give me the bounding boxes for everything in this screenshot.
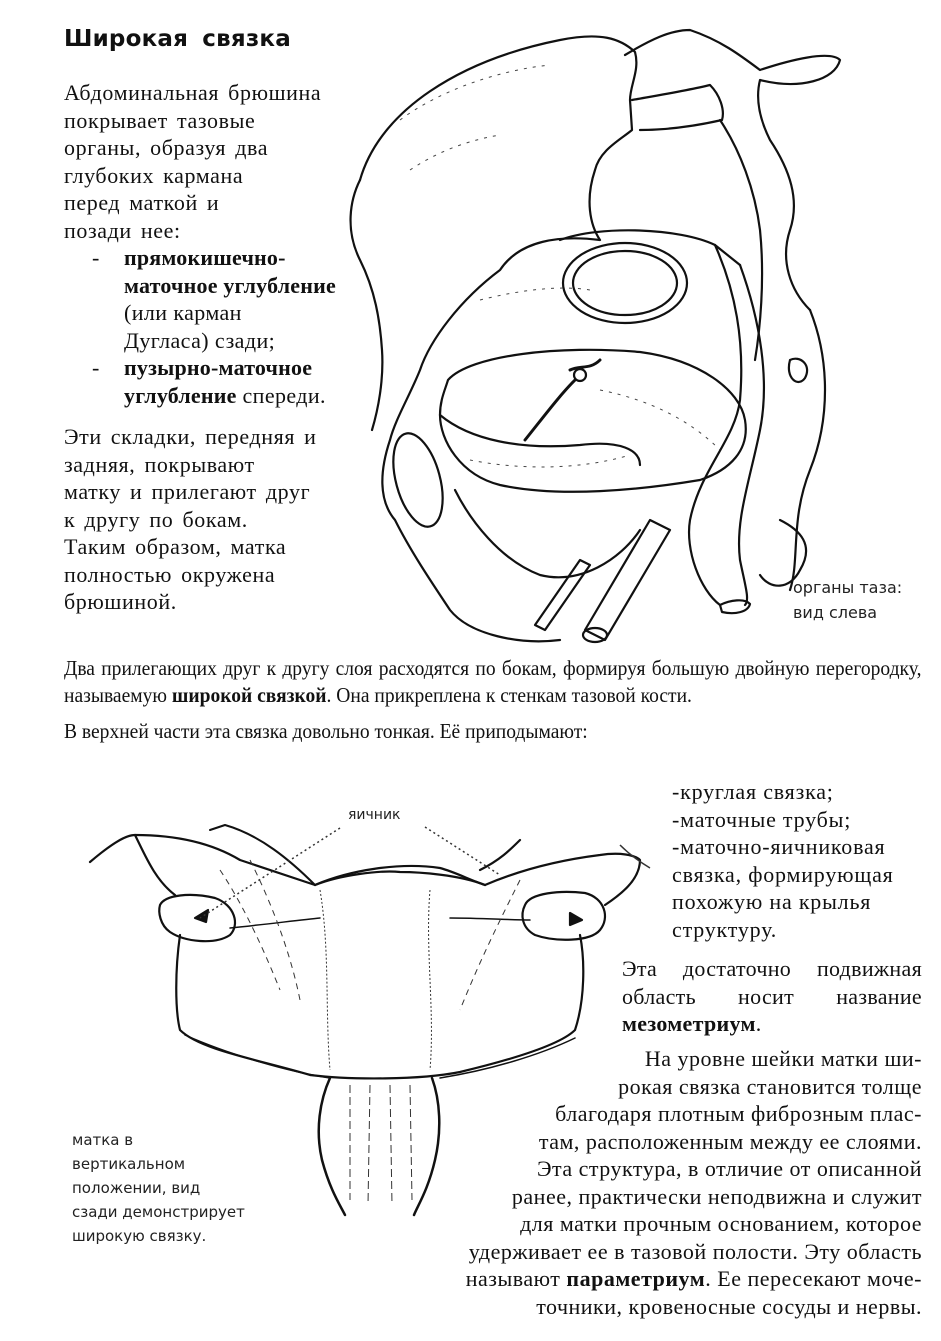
intro-line: органы, образуя два bbox=[64, 135, 269, 160]
intro-line: позади нее: bbox=[64, 217, 181, 243]
param-line: удерживает ее в тазовой полости. Эту область bbox=[468, 1238, 922, 1264]
text-run: . Ее пересекают моче- bbox=[705, 1266, 922, 1291]
text-run: . bbox=[755, 1011, 762, 1036]
term-bold: прямокишечно- bbox=[124, 245, 286, 270]
term-bold: пузырно-маточное bbox=[124, 355, 313, 380]
term-bold: параметриум bbox=[566, 1266, 706, 1291]
term-bold: маточное углубление bbox=[124, 272, 336, 298]
param-line: там, расположенным между ее слоями. bbox=[538, 1128, 922, 1154]
intro-line: глубоких кармана bbox=[64, 162, 244, 188]
ovary-label: яичник bbox=[348, 807, 401, 823]
list-text: (или карман bbox=[124, 300, 242, 325]
param-line: точники, кровеносные сосуды и нервы. bbox=[536, 1293, 922, 1319]
term-bold: углубление bbox=[124, 382, 237, 408]
paragraph: В верхней части эта связка довольно тонкая. Её приподымают: bbox=[64, 719, 588, 743]
caption-line: положении, вид bbox=[72, 1179, 201, 1197]
caption-line: органы таза: bbox=[793, 578, 903, 597]
param-line bbox=[402, 1265, 922, 1293]
right-ovary bbox=[522, 892, 605, 940]
list-dash: - bbox=[92, 355, 100, 380]
ovary-arrow-right bbox=[570, 913, 582, 925]
list-item: -маточно-яичниковая bbox=[672, 834, 886, 859]
folds-line: Эти складки, передняя и bbox=[64, 424, 317, 449]
list-item: похожую на крылья bbox=[672, 889, 872, 914]
folds-line: к другу по бокам. bbox=[64, 506, 248, 532]
text-run: Эта достаточно подвижная область носит название bbox=[622, 956, 922, 1009]
list-item: -круглая связка; bbox=[672, 779, 834, 804]
folds-line: задняя, покрывают bbox=[64, 451, 255, 477]
right-tube bbox=[480, 840, 520, 870]
intro-line: перед маткой и bbox=[64, 190, 220, 215]
list-text: Дугласа) сзади; bbox=[124, 327, 276, 353]
list-dash: - bbox=[92, 245, 100, 270]
param-line: для матки прочным основанием, которое bbox=[520, 1211, 922, 1236]
folds-line: матку и прилегают друг bbox=[64, 479, 311, 504]
param-line: рокая связка становится толще bbox=[618, 1073, 922, 1099]
list-item: связка, формирующая bbox=[672, 861, 894, 887]
ovary-arrow-left bbox=[195, 910, 208, 922]
list-item: -маточные трубы; bbox=[672, 806, 852, 832]
param-line: ранее, практически неподвижна и служит bbox=[511, 1183, 922, 1209]
figure2-caption bbox=[72, 1128, 245, 1248]
left-tube bbox=[210, 825, 315, 885]
caption-line: широкую связку. bbox=[72, 1227, 207, 1245]
text-run: Два прилегающих друг к другу слоя расходятся по бокам, формируя большую двойную перегородку, называемую bbox=[64, 656, 922, 707]
term-bold: мезометриум bbox=[622, 1011, 756, 1036]
intro-line: Абдоминальная брюшина bbox=[64, 80, 322, 105]
uterus-fundus bbox=[315, 872, 485, 885]
list-item: структуру. bbox=[672, 916, 778, 942]
folds-line: Таким образом, матка bbox=[64, 534, 287, 559]
text-run: . Она прикреплена к стенкам тазовой кости. bbox=[326, 683, 692, 707]
caption-line: матка в bbox=[72, 1131, 134, 1149]
page-title: Широкая связка bbox=[64, 26, 291, 52]
term-bold: широкой связкой bbox=[171, 683, 327, 707]
param-line: Эта структура, в отличие от описанной bbox=[536, 1156, 922, 1181]
intro-line: покрывает тазовые bbox=[64, 107, 256, 133]
folds-line: брюшиной. bbox=[64, 589, 177, 614]
list-text: спереди. bbox=[236, 382, 326, 408]
caption-line: вид слева bbox=[793, 603, 878, 622]
folds-line: полностью окружена bbox=[64, 561, 276, 587]
param-line: На уровне шейки матки ши- bbox=[644, 1046, 922, 1071]
caption-line: сзади демонстрирует bbox=[72, 1203, 245, 1221]
param-line: благодаря плотным фиброзным плас- bbox=[555, 1101, 922, 1126]
caption-line: вертикальном bbox=[72, 1155, 186, 1173]
text-run: называют bbox=[465, 1266, 567, 1291]
mesometrium-paragraph bbox=[622, 955, 922, 1038]
parametrium-paragraph bbox=[402, 1045, 922, 1320]
